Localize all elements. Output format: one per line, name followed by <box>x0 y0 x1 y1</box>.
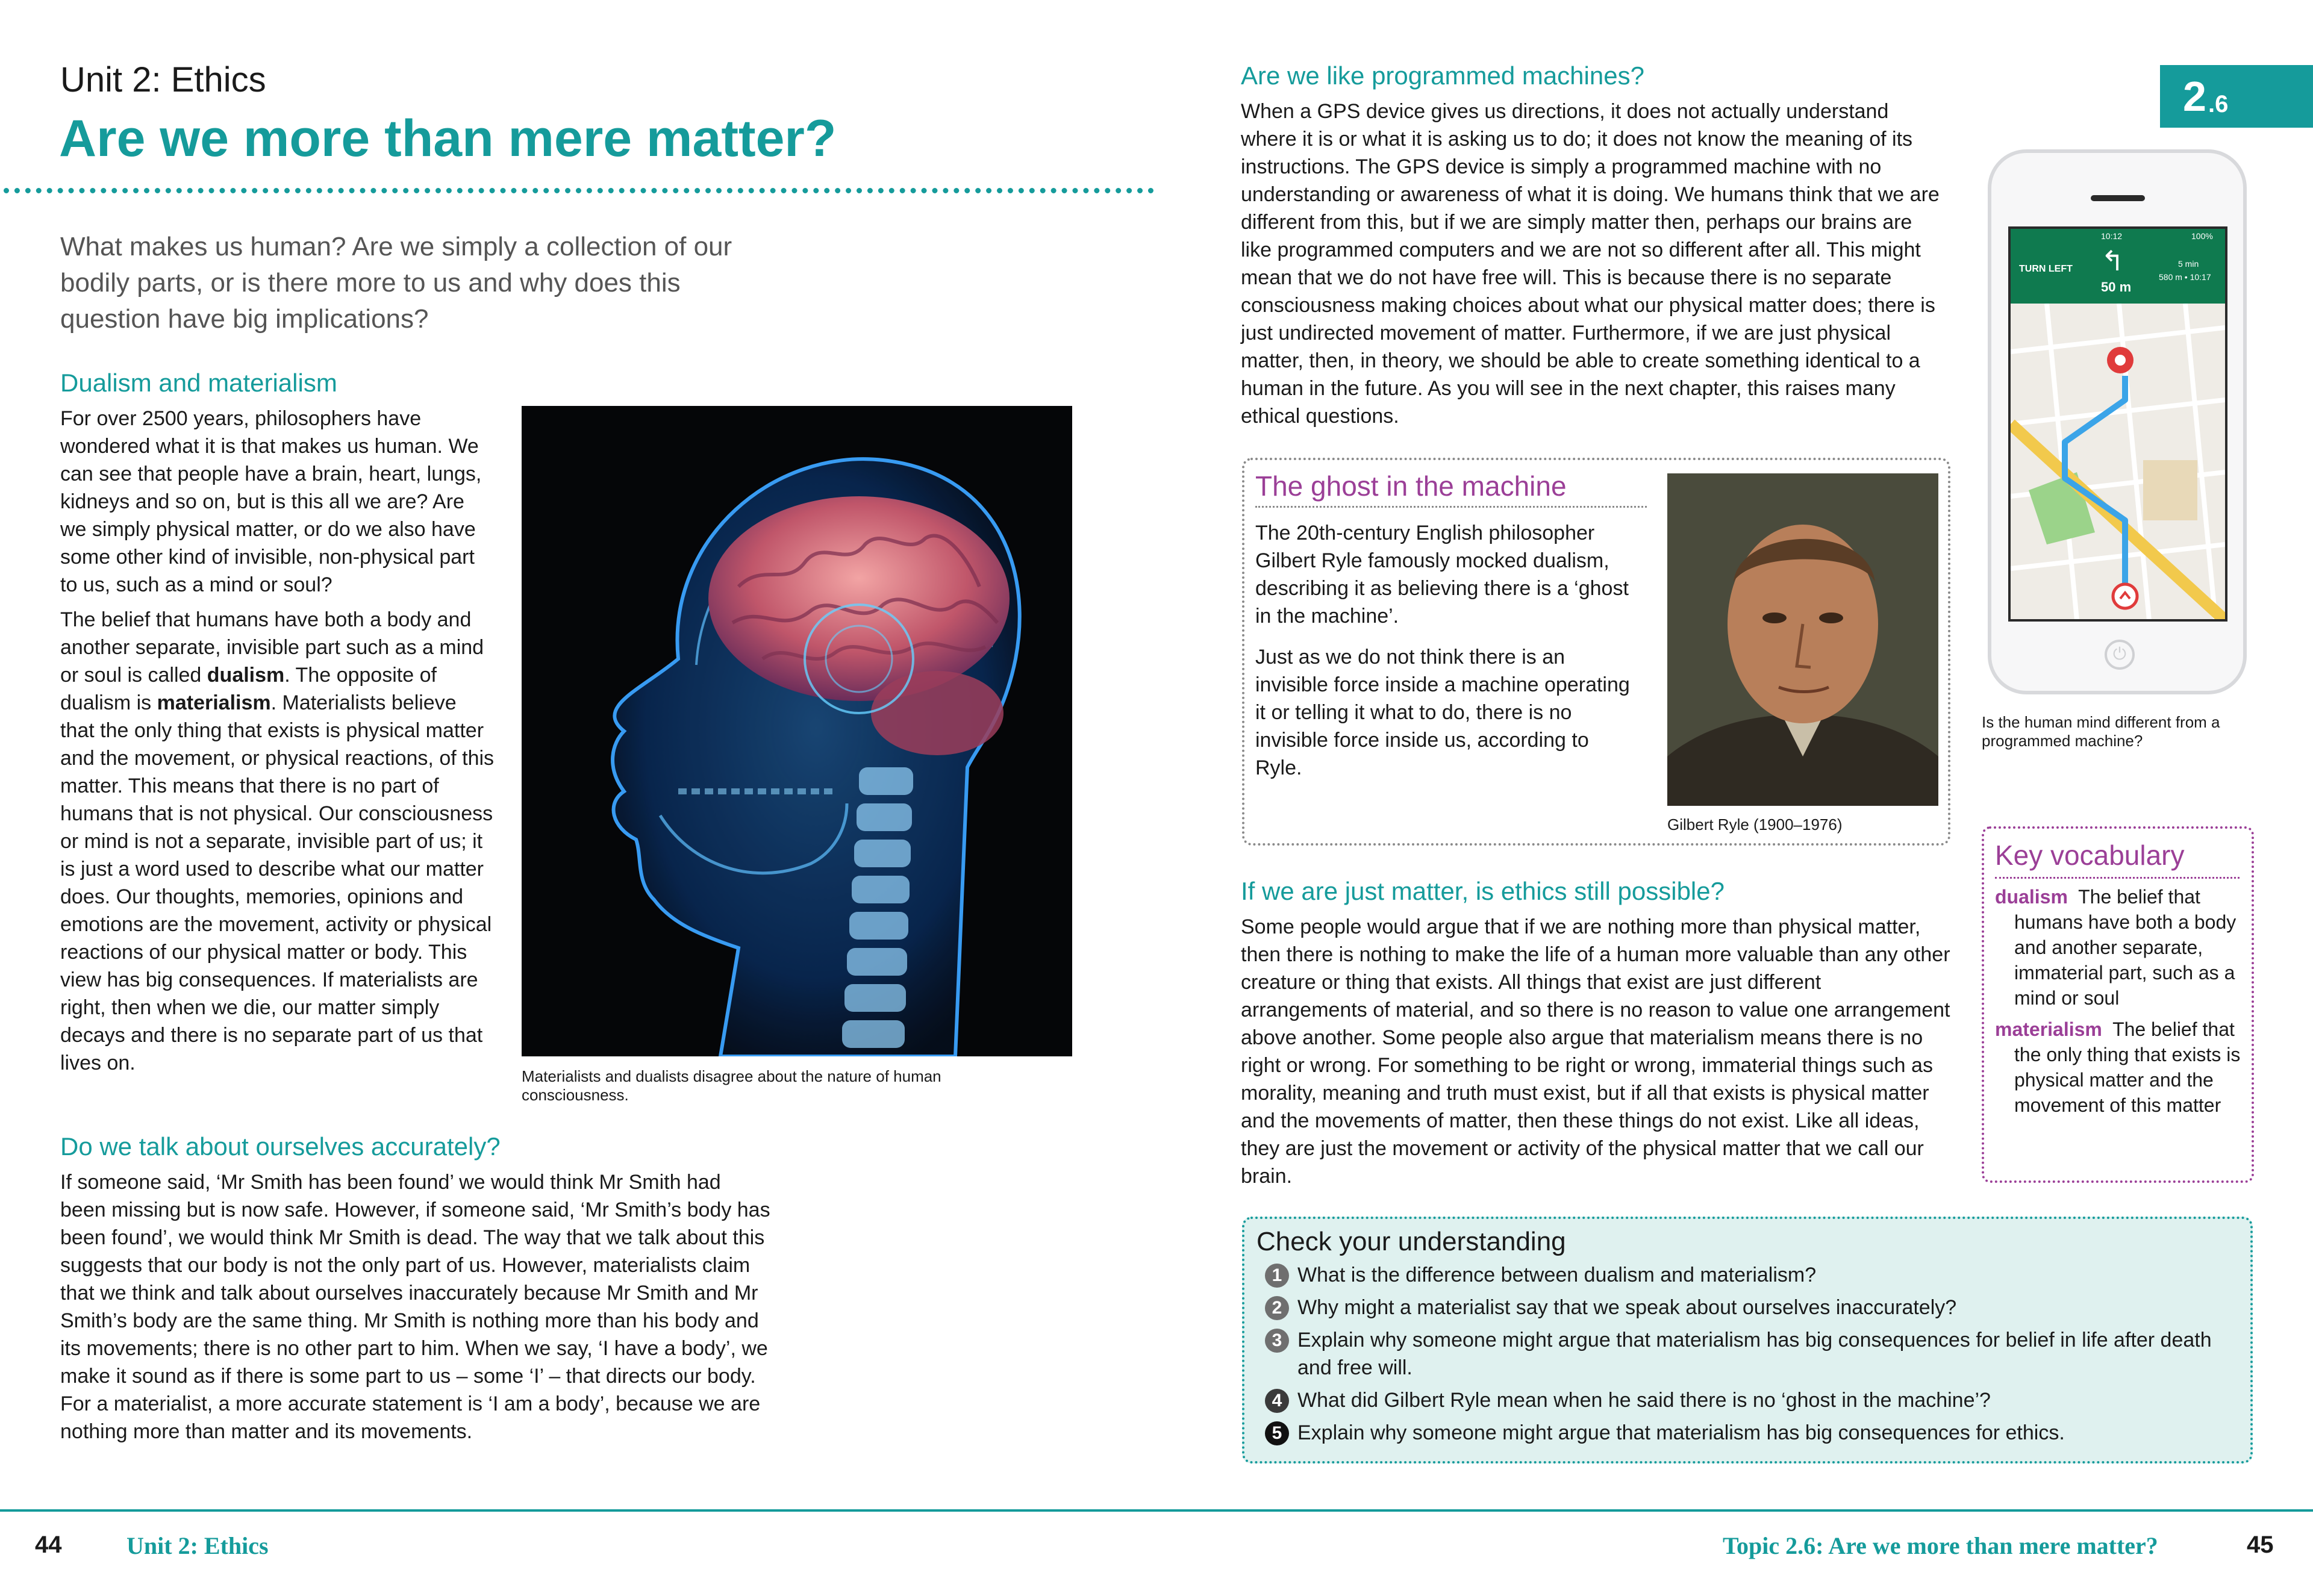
question-text: What did Gilbert Ryle mean when he said there is no ‘ghost in the machine’? <box>1297 1389 1991 1412</box>
intro-text: What makes us human? Are we simply a collection of our bodily parts, or is there more to us and why does this question have big implications? <box>60 232 732 334</box>
key-vocabulary-underline <box>1995 877 2240 879</box>
phone-home-button: ⏻ <box>2105 640 2135 670</box>
key-vocabulary-list <box>1995 884 2244 1124</box>
heading-dualism: Dualism and materialism <box>60 369 337 397</box>
question-2 <box>1265 1294 2229 1321</box>
ghost-box <box>1242 458 1950 846</box>
heading-ethics: If we are just matter, is ethics still possible? <box>1241 877 1725 905</box>
ghost-para-2: Just as we do not think there is an invisible force inside a machine operating it or telling it what to do, there is no invisible force inside us, according to Ryle. <box>1255 646 1630 779</box>
question-text: Explain why someone might argue that materialism has big consequences for belief in life after death and free will. <box>1297 1329 2212 1379</box>
question-text: Why might a materialist say that we speak about ourselves inaccurately? <box>1297 1296 1957 1319</box>
check-heading: Check your understanding <box>1256 1227 1566 1256</box>
nav-eta-detail: 580 m • 10:17 <box>2159 272 2211 282</box>
dualism-para-1: For over 2500 years, philosophers have wondered what it is that makes us human. We can see that people have a brain, heart, lungs, kidneys and so on, but is this all we are? Are we simply physical matter, or do we also have some other kind of invisible, non-physical part to us, such as a mind or soul? <box>60 407 482 596</box>
vocab-definition: The belief that humans have both a body and another separate, immaterial part, such as a mind or soul <box>2014 886 2237 1009</box>
question-text: Explain why someone might argue that materialism has big consequences for ethics. <box>1297 1421 2065 1444</box>
heading-machines: Are we like programmed machines? <box>1241 61 1644 90</box>
status-time: 10:12 <box>2101 231 2123 241</box>
vocab-term: dualism <box>1995 886 2068 908</box>
ghost-heading-underline <box>1255 506 1647 508</box>
title-divider <box>4 188 1154 193</box>
ethics-body: Some people would argue that if we are nothing more than physical matter, then there is nothing to make the life of a human more valuable than any other creature or thing that exists. All things that exist are just different arrangements of material, and so there is no reason to value one arrangement above another. Some people also argue that materialism means there is no right or wrong. For something to be right or wrong, immaterial things such as morality, meaning and truth must exist, but if all that exists is physical matter and the movements of matter, then these things do not exist. Like all ideas, they are just the movement or activity of the physical matter that we call our brain. <box>1241 915 1950 1188</box>
talk-body: If someone said, ‘Mr Smith has been found’ we would think Mr Smith had been missing but is now safe. However, if someone said, ‘Mr Smith’s body has been found’, we would think Mr Smith is dead. The way that we talk about this suggests that our body is not the only part of us. However, materialists claim that we think and talk about ourselves inaccurately because Mr Smith and Mr Smith’s body are the same thing. Mr Smith is nothing more than his body and its movements; there is no other part to him. When we say, ‘I have a body’, we make it sound as if there is some part to us – some ‘I’ – that directs our body. For a materialist, a more accurate statement is ‘I am a body’, because we are nothing more than matter and its movements. <box>60 1171 770 1443</box>
key-vocabulary-heading: Key vocabulary <box>1995 840 2185 871</box>
heading-talk: Do we talk about ourselves accurately? <box>60 1132 501 1161</box>
phone-screen <box>2008 226 2227 622</box>
dualism-para-2: The belief that humans have both a body and another separate, invisible part such as a mind or soul is called dualism. The opposite of dualism is materialism. Materialists believe that the only thing that exists is physical matter and the movement, or physical reactions, of this matter. This means that there is no part of humans that is not physical. Our consciousness or mind is not a separate, invisible part of us; it is just a word used to describe what our matter does. Our thoughts, memories, opinions and emotions are the movement, activity or physical reactions of our physical matter or body. This view has big consequences. If materialists are right, then when we die, our matter simply decays and there is no separate part of us that lives on. <box>60 608 495 1074</box>
vocab-entry-dualism <box>1995 884 2244 1011</box>
question-number-badge: 5 <box>1265 1421 1289 1445</box>
vocab-definition: The belief that the only thing that exists is physical matter and the movement of this matter <box>2014 1018 2241 1116</box>
footer-right-label: Topic 2.6: Are we more than mere matter? <box>1723 1532 2158 1559</box>
turn-left-icon: ↰ <box>2101 245 2124 276</box>
page-title: Are we more than mere matter? <box>59 110 837 167</box>
brain-xray-image <box>522 406 1072 1056</box>
map-view <box>2011 304 2225 620</box>
phone-illustration <box>1988 149 2247 694</box>
nav-header <box>2011 229 2225 304</box>
topic-badge-main: 2 <box>2183 73 2206 120</box>
term-materialism: materialism <box>157 691 271 714</box>
question-number-badge: 4 <box>1265 1389 1289 1413</box>
nav-distance: 50 m <box>2101 279 2132 295</box>
question-list <box>1265 1261 2229 1451</box>
right-page-number: 45 <box>2247 1532 2274 1558</box>
footer-rule <box>0 1509 2313 1512</box>
portrait-caption: Gilbert Ryle (1900–1976) <box>1667 815 1843 834</box>
term-dualism: dualism <box>207 664 285 687</box>
brain-caption: Materialists and dualists disagree about the nature of human consciousness. <box>522 1067 941 1104</box>
left-page-number: 44 <box>35 1532 62 1558</box>
phone-speaker <box>2091 195 2145 201</box>
question-4 <box>1265 1386 2229 1414</box>
phone-caption: Is the human mind different from a programmed machine? <box>1982 713 2220 750</box>
topic-badge <box>2160 65 2313 128</box>
question-number-badge: 1 <box>1265 1264 1289 1288</box>
nav-instruction: TURN LEFT <box>2019 264 2073 274</box>
ghost-para-1: The 20th-century English philosopher Gilbert Ryle famously mocked dualism, describing it as believing there is a ‘ghost in the machine’. <box>1255 522 1629 628</box>
check-understanding-box <box>1242 1217 2253 1464</box>
nav-eta-time: 5 min <box>2178 259 2199 269</box>
unit-label: Unit 2: Ethics <box>60 60 266 99</box>
current-location-icon <box>2113 584 2137 608</box>
dualism-body <box>60 405 495 1084</box>
destination-pin-icon <box>2107 347 2134 373</box>
vocab-term: materialism <box>1995 1018 2102 1040</box>
ghost-heading: The ghost in the machine <box>1255 470 1567 502</box>
question-3 <box>1265 1326 2229 1382</box>
question-1 <box>1265 1261 2229 1289</box>
battery-level: 100% <box>2191 231 2213 241</box>
gilbert-ryle-portrait <box>1667 473 1938 806</box>
key-vocabulary-box <box>1982 826 2254 1183</box>
question-number-badge: 3 <box>1265 1329 1289 1353</box>
question-5 <box>1265 1419 2229 1447</box>
question-number-badge: 2 <box>1265 1296 1289 1320</box>
topic-badge-sub: .6 <box>2208 91 2229 117</box>
vocab-entry-materialism <box>1995 1017 2244 1118</box>
ghost-body <box>1255 519 1641 789</box>
machines-body: When a GPS device gives us directions, it does not actually understand where it is or what it is asking us to do; it does not know the meaning of its instructions. The GPS device is simply a programmed machine with no understanding or awareness of what it is doing. We humans think that we are different from this, but if we are simply matter then, perhaps our brains are like programmed computers and we are not so different after all. This might mean that we do not have free will. This is because there is no separate consciousness making choices about what our physical matter does; there is just undirected movement of matter. Furthermore, if we are just physical matter, then, in theory, we should be able to create something identical to a human in the future. As you will see in the next chapter, this raises many ethical questions. <box>1241 100 1940 428</box>
question-text: What is the difference between dualism and materialism? <box>1297 1264 1817 1286</box>
footer-left-label: Unit 2: Ethics <box>126 1532 269 1559</box>
